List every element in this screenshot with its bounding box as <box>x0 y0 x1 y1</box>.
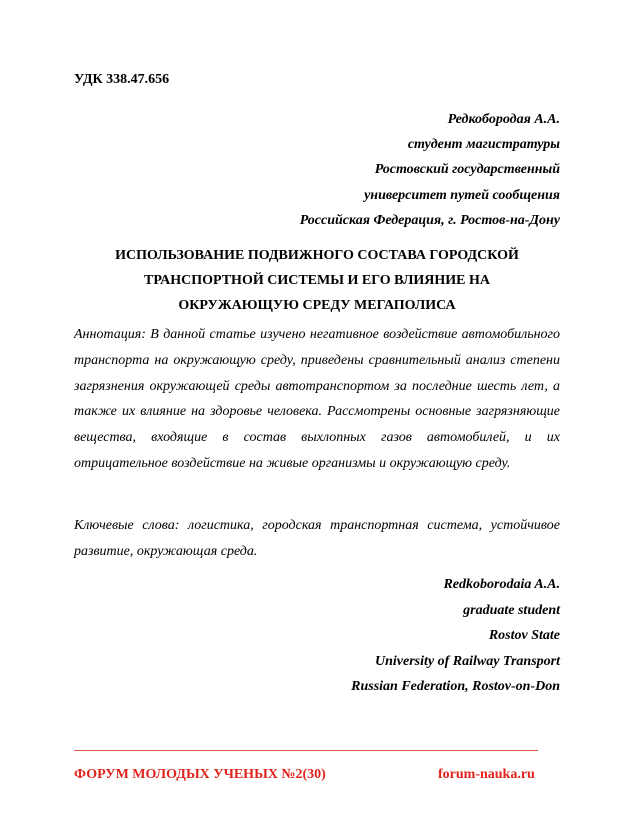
title-line: ОКРУЖАЮЩУЮ СРЕДУ МЕГАПОЛИСА <box>178 298 456 313</box>
author-position: студент магистратуры <box>407 137 560 153</box>
footer-site-link[interactable]: forum-nauka.ru <box>438 767 535 782</box>
footer-journal-name: ФОРУМ МОЛОДЫХ УЧЕНЫХ №2(30) <box>74 767 326 782</box>
udk-code: УДК 338.47.656 <box>74 72 170 87</box>
author-info-en <box>351 572 560 700</box>
abstract-text: Аннотация: В данной статье изучено негативное воздействие автомобильного транспорта на окружающую среду, приведены сравнительный анализ степени загрязнения окружающей среды автотранспортом за последние шесть лет, а также их влияние на здоровье человека. Рассмотрены основные загрязняющие вещества, входящие в состав выхлопных газов автомобилей, и их отрицательное воздействие на живые организмы и окружающую среду. <box>74 327 560 471</box>
author-location: Российская Федерация, г. Ростов-на-Дону <box>299 212 560 228</box>
title-line: ТРАНСПОРТНОЙ СИСТЕМЫ И ЕГО ВЛИЯНИЕ НА <box>144 273 490 288</box>
author-name-en: Redkoborodaia A.A. <box>443 577 560 592</box>
author-location-en: Russian Federation, Rostov-on-Don <box>351 679 560 694</box>
keywords-text: Ключевые слова: логистика, городская транспортная система, устойчивое развитие, окружающая среда. <box>74 518 560 559</box>
author-position-en: graduate student <box>463 602 560 618</box>
article-title <box>74 243 560 318</box>
author-university-en-line2: University of Railway Transport <box>375 653 560 669</box>
author-university-line2: университет путей сообщения <box>364 187 560 203</box>
author-university-line1: Ростовский государственный <box>374 162 560 178</box>
author-university-en-line1: Rostov State <box>488 628 560 643</box>
author-info-ru <box>300 107 560 233</box>
footer-divider <box>74 750 538 751</box>
title-line: ИСПОЛЬЗОВАНИЕ ПОДВИЖНОГО СОСТАВА ГОРОДСКОЙ <box>115 248 519 263</box>
author-name: Редкобородая А.А. <box>447 112 560 127</box>
